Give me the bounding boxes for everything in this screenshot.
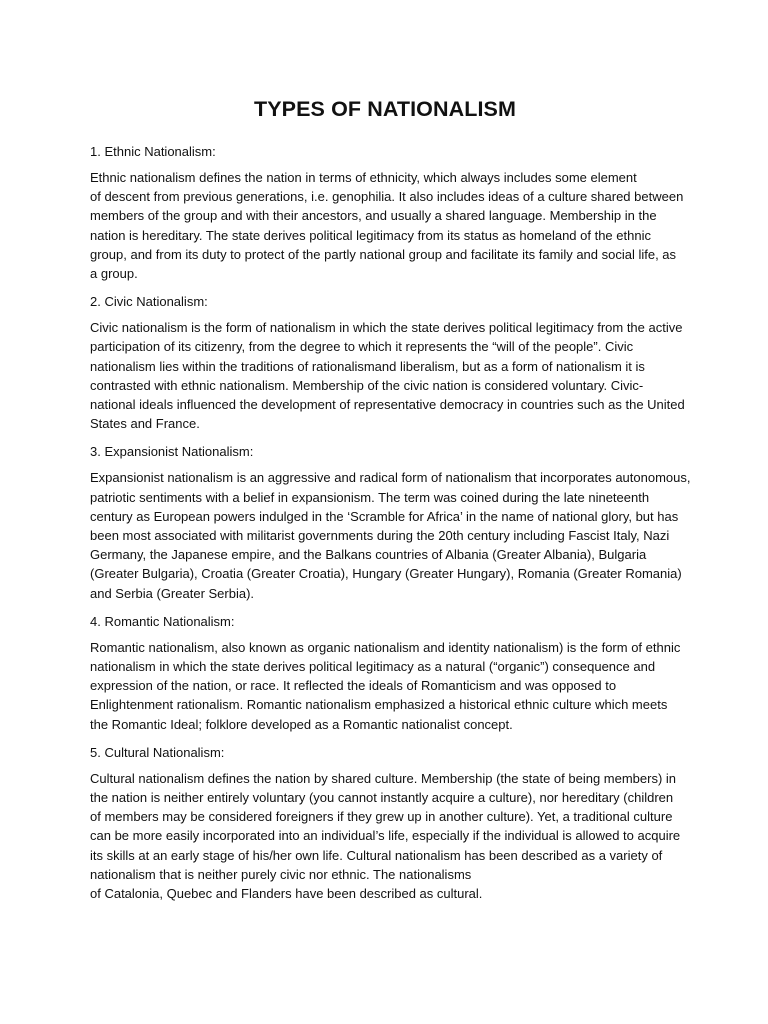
- paragraph-line: Ethnic nationalism defines the nation in terms of ethnicity, which always includes some element: [90, 170, 637, 185]
- document-page: [90, 96, 691, 912]
- section-cultural-nationalism: [90, 743, 680, 903]
- section-paragraph: [90, 769, 680, 903]
- section-expansionist-nationalism: [90, 442, 691, 602]
- section-heading: 1. Ethnic Nationalism:: [90, 144, 216, 159]
- section-heading: 5. Cultural Nationalism:: [90, 744, 225, 760]
- paragraph-line: group, and from its duty to protect of the partly national group and facilitate its family and social life, as: [90, 246, 677, 262]
- paragraph-line: patriotic sentiments with a belief in expansionism. The term was coined during the late nineteenth: [90, 489, 650, 505]
- section-civic-nationalism: [90, 292, 685, 433]
- section-heading: 3. Expansionist Nationalism:: [90, 444, 254, 460]
- paragraph-line: members of the group and with their ancestors, and usually a shared language. Membership in the: [90, 208, 657, 224]
- paragraph-line: the nation is neither entirely voluntary (you cannot instantly acquire a culture), nor hereditary (children: [90, 790, 674, 806]
- section-heading: 4. Romantic Nationalism:: [90, 613, 235, 629]
- paragraph-line: a group.: [90, 266, 138, 282]
- paragraph-line: States and France.: [90, 416, 200, 432]
- section-heading: 2. Civic Nationalism:: [90, 294, 208, 310]
- section-romantic-nationalism: [90, 612, 680, 734]
- paragraph-line: Germany, the Japanese empire, and the Balkans countries of Albania (Greater Albania), Bulgaria: [90, 547, 647, 563]
- paragraph-line: (Greater Bulgaria), Croatia (Greater Croatia), Hungary (Greater Hungary), Romania (Greater Romania): [90, 566, 682, 582]
- document-title: TYPES OF NATIONALISM: [254, 97, 516, 121]
- paragraph-line: Civic nationalism is the form of nationalism in which the state derives political legitimacy from the active: [90, 320, 683, 336]
- paragraph-line: nationalism in which the state derives political legitimacy as a natural (“organic”) consequence and: [90, 659, 656, 675]
- paragraph-line: contrasted with ethnic nationalism. Membership of the civic nation is considered voluntary. Civic-: [90, 377, 644, 393]
- paragraph-line: its skills at an early stage of his/her own life. Cultural nationalism has been described as a variety of: [90, 847, 663, 863]
- paragraph-line: Enlightenment rationalism. Romantic nationalism emphasized a historical ethnic culture which meets: [90, 697, 668, 713]
- paragraph-line: Cultural nationalism defines the nation by shared culture. Membership (the state of being members) in: [90, 770, 677, 786]
- paragraph-line: can be more easily incorporated into an individual’s life, especially if the individual is allowed to acquire: [90, 828, 681, 844]
- paragraph-line: of members may be considered foreigners if they grew up in another culture). Yet, a traditional culture: [90, 809, 673, 825]
- paragraph-line: national ideals influenced the development of representative democracy in countries such as the United: [90, 397, 685, 413]
- section-paragraph: [90, 168, 684, 283]
- paragraph-line: and Serbia (Greater Serbia).: [90, 585, 255, 601]
- paragraph-line: nationalism that is neither purely civic nor ethnic. The nationalisms: [90, 866, 472, 882]
- paragraph-line: nationalism lies within the traditions of rationalismand liberalism, but as a form of nationalism it is: [90, 358, 645, 374]
- paragraph-line: century as European powers indulged in the ‘Scramble for Africa’ in the name of national glory, but has: [90, 508, 679, 524]
- paragraph-line: of Catalonia, Quebec and Flanders have been described as cultural.: [90, 886, 483, 902]
- paragraph-line: nation is hereditary. The state derives political legitimacy from its status as homeland of the ethnic: [90, 227, 651, 243]
- paragraph-line: the Romantic Ideal; folklore developed as a Romantic nationalist concept.: [90, 716, 513, 732]
- section-paragraph: [90, 468, 691, 602]
- section-paragraph: [90, 638, 680, 734]
- paragraph-line: been most associated with militarist governments during the 20th century including Fascist Italy, Nazi: [90, 528, 670, 544]
- paragraph-line: expression of the nation, or race. It reflected the ideals of Romanticism and was opposed to: [90, 678, 617, 694]
- paragraph-line: Romantic nationalism, also known as organic nationalism and identity nationalism) is the form of ethnic: [90, 639, 681, 655]
- section-paragraph: [90, 318, 685, 433]
- paragraph-line: participation of its citizenry, from the degree to which it represents the “will of the people”. Civic: [90, 339, 634, 355]
- section-ethnic-nationalism: [90, 142, 684, 283]
- paragraph-line: Expansionist nationalism is an aggressive and radical form of nationalism that incorporates autonomous,: [90, 470, 691, 486]
- paragraph-line: of descent from previous generations, i.e. genophilia. It also includes ideas of a culture shared between: [90, 189, 684, 205]
